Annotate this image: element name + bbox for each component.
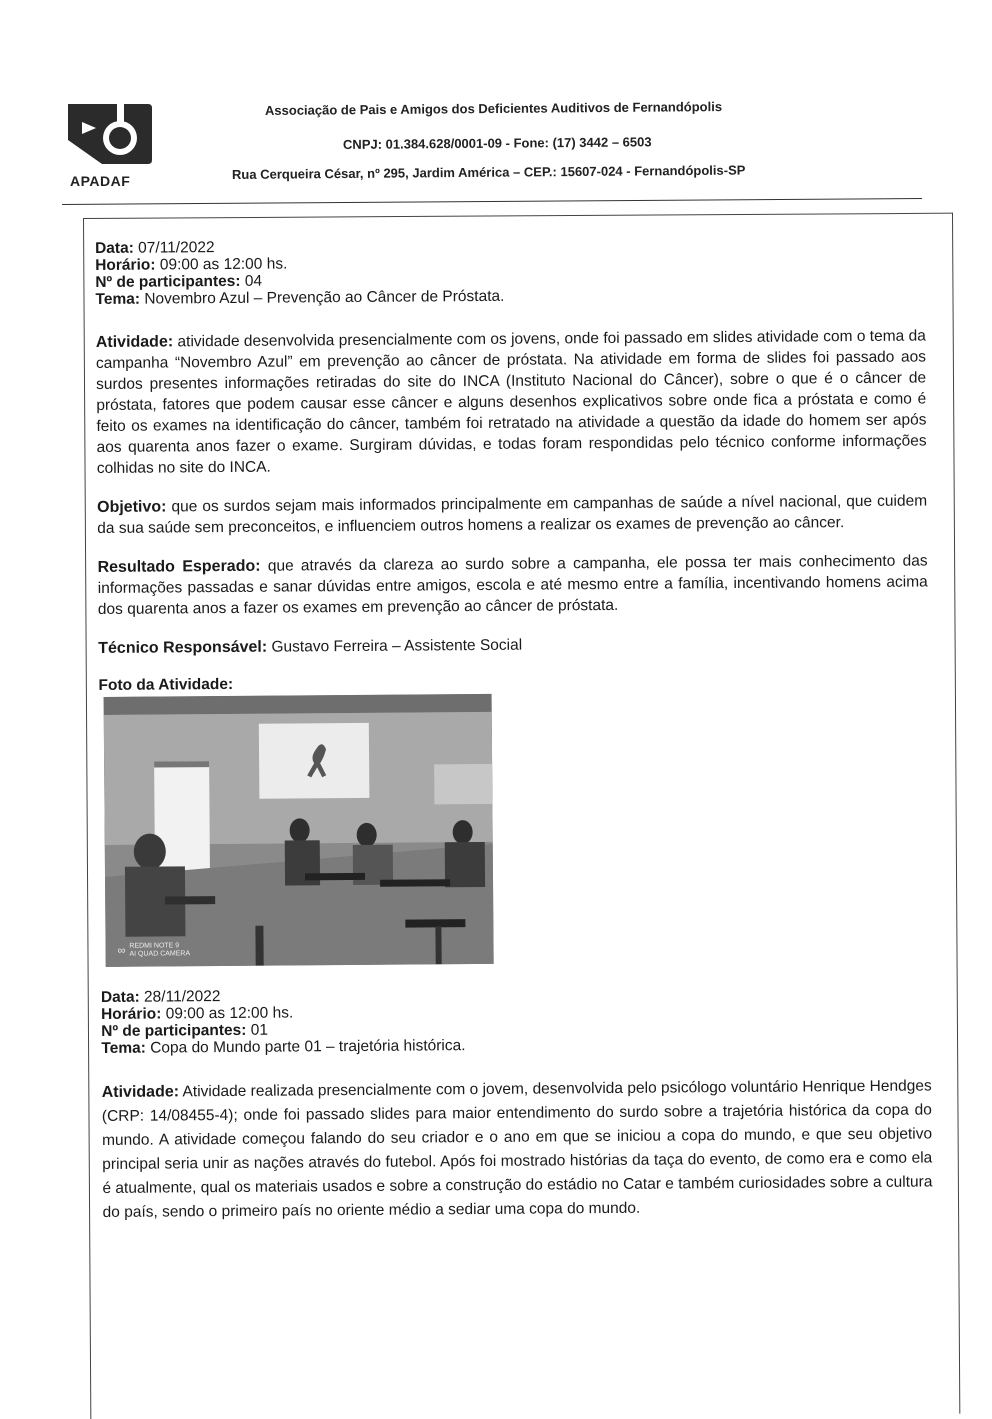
activity-photo — [104, 694, 494, 967]
date-line: Data: 07/11/2022 — [95, 239, 215, 257]
camera-watermark: ∞ REDMI NOTE 9 AI QUAD CAMERA — [117, 942, 191, 958]
cnpj-phone-line: CNPJ: 01.384.628/0001-09 - Fone: (17) 3442 – 6503 — [342, 134, 652, 152]
photo-title: Foto da Atividade: — [98, 675, 234, 694]
second-report — [101, 982, 933, 1225]
participants-line: Nº de participantes: 01 — [101, 1021, 269, 1040]
header-divider — [62, 198, 922, 205]
logo-wordmark: APADAF — [70, 173, 131, 189]
report-content — [95, 233, 933, 1224]
ear-logo-icon — [62, 100, 154, 166]
camera-lens-icon: ∞ — [117, 944, 126, 957]
activity-paragraph: Atividade: Atividade realizada presencialmente com o jovem, desenvolvida pelo psicólogo voluntário Henrique Hendges (CRP: 14/08455-4); onde foi passado slides para maior entendimento do surdo sobre a trajetória histórica da copa do mundo. A atividade começou falando do seu criador e o ano em que se iniciou a copa do mundo, e que seu objetivo principal seria unir as nações através do futebol. Após foi mostrado histórias da taça do evento, de como era e como ela é atualmente, qual os materiais usados e sobre a construção do estádio no Catar e também curiosidades sobre a cultura do país, sendo o primeiro país no oriente médio a sediar uma copa do mundo. — [101, 1077, 933, 1221]
organization-name: Associação de Pais e Amigos dos Deficientes Auditivos de Fernandópolis — [264, 99, 723, 118]
apadaf-logo — [62, 100, 158, 189]
expected-result-paragraph: Resultado Esperado: que através da clareza ao surdo sobre a campanha, ele possa ter mais conhecimento das informações passadas e sanar dúvidas entre amigos, escola e até mesmo entre a família, incentivando homens acima dos quarenta anos a fazer os exames em prevenção ao câncer de próstata. — [97, 552, 928, 618]
classroom-photo-image — [104, 694, 494, 967]
date-line: Data: 28/11/2022 — [100, 988, 221, 1006]
technician-line: Técnico Responsável: Gustavo Ferreira – Assistente Social — [98, 636, 523, 657]
time-line: Horário: 09:00 as 12:00 hs. — [101, 1004, 294, 1023]
objective-paragraph: Objetivo: que os surdos sejam mais informados principalmente em campanhas de saúde a nível nacional, que cuidem da sua saúde sem preconceitos, e influenciem outros homens a realizar os exames de prevenção ao câncer. — [97, 492, 928, 537]
activity-paragraph: Atividade: atividade desenvolvida presencialmente com os jovens, onde foi passado em slides atividade com o tema da campanha “Novembro Azul” em prevenção ao câncer de próstata. Na atividade em forma de slides foi passado aos surdos presentes informações retiradas do site do INCA (Instituto Nacional do Câncer), sobre o que é o câncer de próstata, fatores que podem causar esse câncer e alguns desenhos explicativos sobre onde fica a próstata e como é feito os exames na identificação do câncer, também foi retratado na atividade a questão da idade do homem ser após aos quarenta anos fazer o exame. Surgiram dúvidas, e todas foram respondidas pelo técnico conforme informações colhidas no site do INCA. — [95, 327, 927, 477]
participants-line: Nº de participantes: 04 — [95, 272, 263, 291]
theme-line: Tema: Copa do Mundo parte 01 – trajetória histórica. — [101, 1037, 466, 1057]
address-line: Rua Cerqueira César, nº 295, Jardim América – CEP.: 15607-024 - Fernandópolis-SP — [231, 162, 746, 182]
time-line: Horário: 09:00 as 12:00 hs. — [95, 255, 288, 274]
theme-line: Tema: Novembro Azul – Prevenção ao Câncer de Próstata. — [95, 287, 505, 308]
